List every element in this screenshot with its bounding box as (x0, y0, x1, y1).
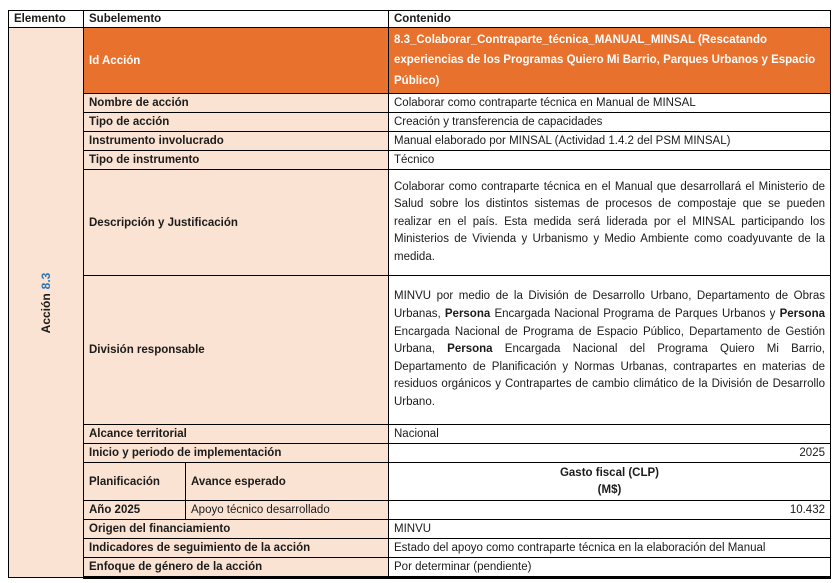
row-planificacion (9, 463, 831, 501)
row-tipo-accion (9, 113, 831, 132)
row-anio-2025 (9, 501, 831, 520)
label-nombre-accion: Nombre de acción (84, 94, 389, 113)
row-descripcion (9, 170, 831, 276)
table-header-row (9, 11, 831, 28)
label-indicadores: Indicadores de seguimiento de la acción (84, 539, 389, 558)
row-id-accion (9, 28, 831, 94)
label-instrumento-involucrado: Instrumento involucrado (84, 132, 389, 151)
label-id-accion: Id Acción (84, 28, 389, 94)
label-enfoque-genero: Enfoque de género de la acción (84, 558, 389, 578)
row-indicadores (9, 539, 831, 558)
content-enfoque-genero: Por determinar (pendiente) (389, 558, 831, 578)
label-origen-financiamiento: Origen del financiamiento (84, 520, 389, 539)
element-word: Acción (39, 292, 53, 333)
label-tipo-accion: Tipo de acción (84, 113, 389, 132)
content-inicio-periodo: 2025 (389, 444, 831, 463)
label-anio-2025: Año 2025 (84, 501, 186, 520)
element-number: 8.3 (39, 272, 53, 289)
element-cell-accion-8-3 (9, 28, 84, 578)
content-descripcion: Colaborar como contraparte técnica en el Manual que desarrollará el Ministerio de Salud sobre los distintos sistemas de procesos de compostaje que se pueden realizar en el país. Esta medida será liderada por el MINSAL participando los Ministerios de Vivienda y Urbanismo y Medio Ambiente como coadyuvante de la medida. (389, 170, 831, 276)
label-division-responsable: División responsable (84, 276, 389, 425)
row-inicio-periodo (9, 444, 831, 463)
content-nombre-accion: Colaborar como contraparte técnica en Manual de MINSAL (389, 94, 831, 113)
header-cell-elemento: Elemento (9, 11, 84, 28)
content-anio-2025: 10.432 (389, 501, 831, 520)
row-nombre-accion (9, 94, 831, 113)
gasto-fiscal-line1: Gasto fiscal (CLP) (559, 466, 660, 479)
content-gasto-fiscal (389, 463, 831, 501)
content-indicadores: Estado del apoyo como contraparte técnica en la elaboración del Manual (389, 539, 831, 558)
content-instrumento-involucrado: Manual elaborado por MINSAL (Actividad 1.4.2 del PSM MINSAL) (389, 132, 831, 151)
action-detail-table (8, 10, 831, 579)
label-alcance-territorial: Alcance territorial (84, 425, 389, 444)
header-cell-contenido: Contenido (389, 11, 831, 28)
content-origen-financiamiento: MINVU (389, 520, 831, 539)
content-alcance-territorial: Nacional (389, 425, 831, 444)
label-apoyo-tecnico: Apoyo técnico desarrollado (186, 501, 389, 520)
label-planificacion: Planificación (84, 463, 186, 501)
vertical-element-label (39, 272, 53, 333)
content-id-accion: 8.3_Colaborar_Contraparte_técnica_MANUAL_MINSAL (Rescatando experiencias de los Programas Quiero Mi Barrio, Parques Urbanos y Espacio Público) (389, 28, 831, 94)
content-tipo-instrumento: Técnico (389, 151, 831, 170)
content-division-responsable: MINVU por medio de la División de Desarrollo Urbano, Departamento de Obras Urbanas, Persona Encargada Nacional Programa de Parques Urbanos y Persona Encargada Nacional de Programa de Espacio Público, Departamento de Gestión Urbana, Persona Encargada Nacional del Programa Quiero Mi Barrio, Departamento de Planificación y Normas Urbanas, contrapartes en materias de residuos orgánicos y Contrapartes de cambio climático de la División de Desarrollo Urbano. (389, 276, 831, 425)
label-avance-esperado: Avance esperado (186, 463, 389, 501)
gasto-fiscal-line2: (M$) (597, 483, 622, 496)
row-division-responsable (9, 276, 831, 425)
row-instrumento-involucrado (9, 132, 831, 151)
label-tipo-instrumento: Tipo de instrumento (84, 151, 389, 170)
header-cell-subelemento: Subelemento (84, 11, 389, 28)
row-origen-financiamiento (9, 520, 831, 539)
label-descripcion: Descripción y Justificación (84, 170, 389, 276)
row-enfoque-genero (9, 558, 831, 578)
row-alcance-territorial (9, 425, 831, 444)
content-tipo-accion: Creación y transferencia de capacidades (389, 113, 831, 132)
row-tipo-instrumento (9, 151, 831, 170)
label-inicio-periodo: Inicio y periodo de implementación (84, 444, 389, 463)
